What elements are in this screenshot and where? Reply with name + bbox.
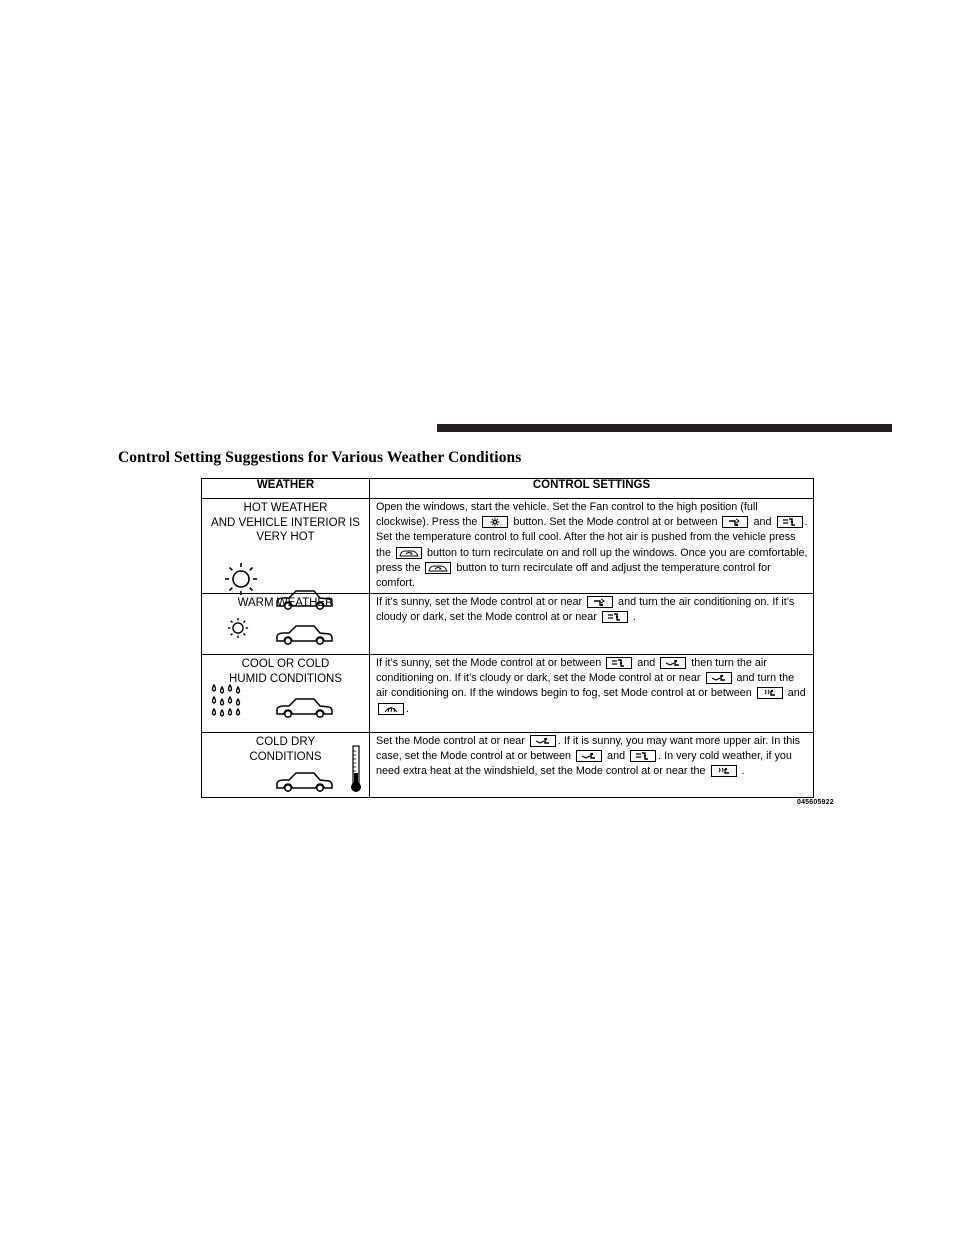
bilevel-mode-icon: [630, 750, 656, 762]
section-title: Control Setting Suggestions for Various Weather Conditions: [118, 449, 522, 466]
weather-label: HOT WEATHER AND VEHICLE INTERIOR IS VERY HOT: [211, 502, 360, 543]
fan-icon: [482, 516, 508, 528]
weather-cell: [202, 733, 370, 798]
weather-cell: [202, 594, 370, 655]
panel-mode-icon: [722, 516, 748, 528]
table-row: [202, 594, 814, 655]
settings-column-header: CONTROL SETTINGS: [370, 479, 814, 499]
table-row: [202, 655, 814, 733]
car-icon: [274, 622, 334, 646]
control-settings-table: [201, 478, 814, 798]
settings-cell: If it’s sunny, set the Mode control at or between and then turn the air conditioning on. If it’s cloudy or dark, set the Mode control at or near and turn the air conditioning on. If the windows begin to fog, set Mode control at or between and .: [370, 655, 814, 733]
rain-drops-icon: [210, 683, 244, 719]
weather-cell: [202, 655, 370, 733]
settings-cell: Open the windows, start the vehicle. Set the Fan control to the high position (full clockwise). Press the button. Set the Mode control at or between and . Set the temperature control to full cool. After the hot air is pushed from the vehicle press the button to turn recirculate on and roll up the windows. Once you are comfortable, press the button to turn recirculate off and adjust the temperature control for comfort.: [370, 499, 814, 594]
car-icon: [274, 769, 334, 793]
bilevel-mode-icon: [606, 657, 632, 669]
thermometer-icon: [350, 745, 362, 793]
mix-mode-icon: [757, 687, 783, 699]
settings-cell: Set the Mode control at or near . If it is sunny, you may want more upper air. In this case, set the Mode control at or between and . In very cold weather, if you need extra heat at the windshield, set the Mode control at or near the .: [370, 733, 814, 798]
mix-mode-icon: [711, 765, 737, 777]
recirculation-icon: [425, 562, 451, 574]
figure-code: 045605922: [797, 799, 834, 806]
weather-cell: [202, 499, 370, 594]
control-settings-figure: [201, 478, 813, 797]
panel-mode-icon: [587, 596, 613, 608]
table-row: [202, 733, 814, 798]
bilevel-mode-icon: [777, 516, 803, 528]
section-rule: [437, 424, 892, 432]
floor-mode-icon: [530, 735, 556, 747]
weather-label: WARM WEATHER: [237, 597, 334, 609]
floor-mode-icon: [576, 750, 602, 762]
sun-icon: [222, 560, 260, 598]
bilevel-mode-icon: [602, 611, 628, 623]
table-row: [202, 499, 814, 594]
weather-label: COLD DRY CONDITIONS: [249, 736, 322, 763]
sun-icon: [226, 616, 250, 640]
car-icon: [274, 695, 334, 719]
weather-label: COOL OR COLD HUMID CONDITIONS: [228, 658, 343, 685]
defrost-mode-icon: [378, 703, 404, 715]
floor-mode-icon: [706, 672, 732, 684]
floor-mode-icon: [660, 657, 686, 669]
recirculation-icon: [396, 547, 422, 559]
weather-column-header: WEATHER: [202, 479, 370, 499]
settings-cell: If it’s sunny, set the Mode control at or near and turn the air conditioning on. If it’s cloudy or dark, set the Mode control at or near .: [370, 594, 814, 655]
